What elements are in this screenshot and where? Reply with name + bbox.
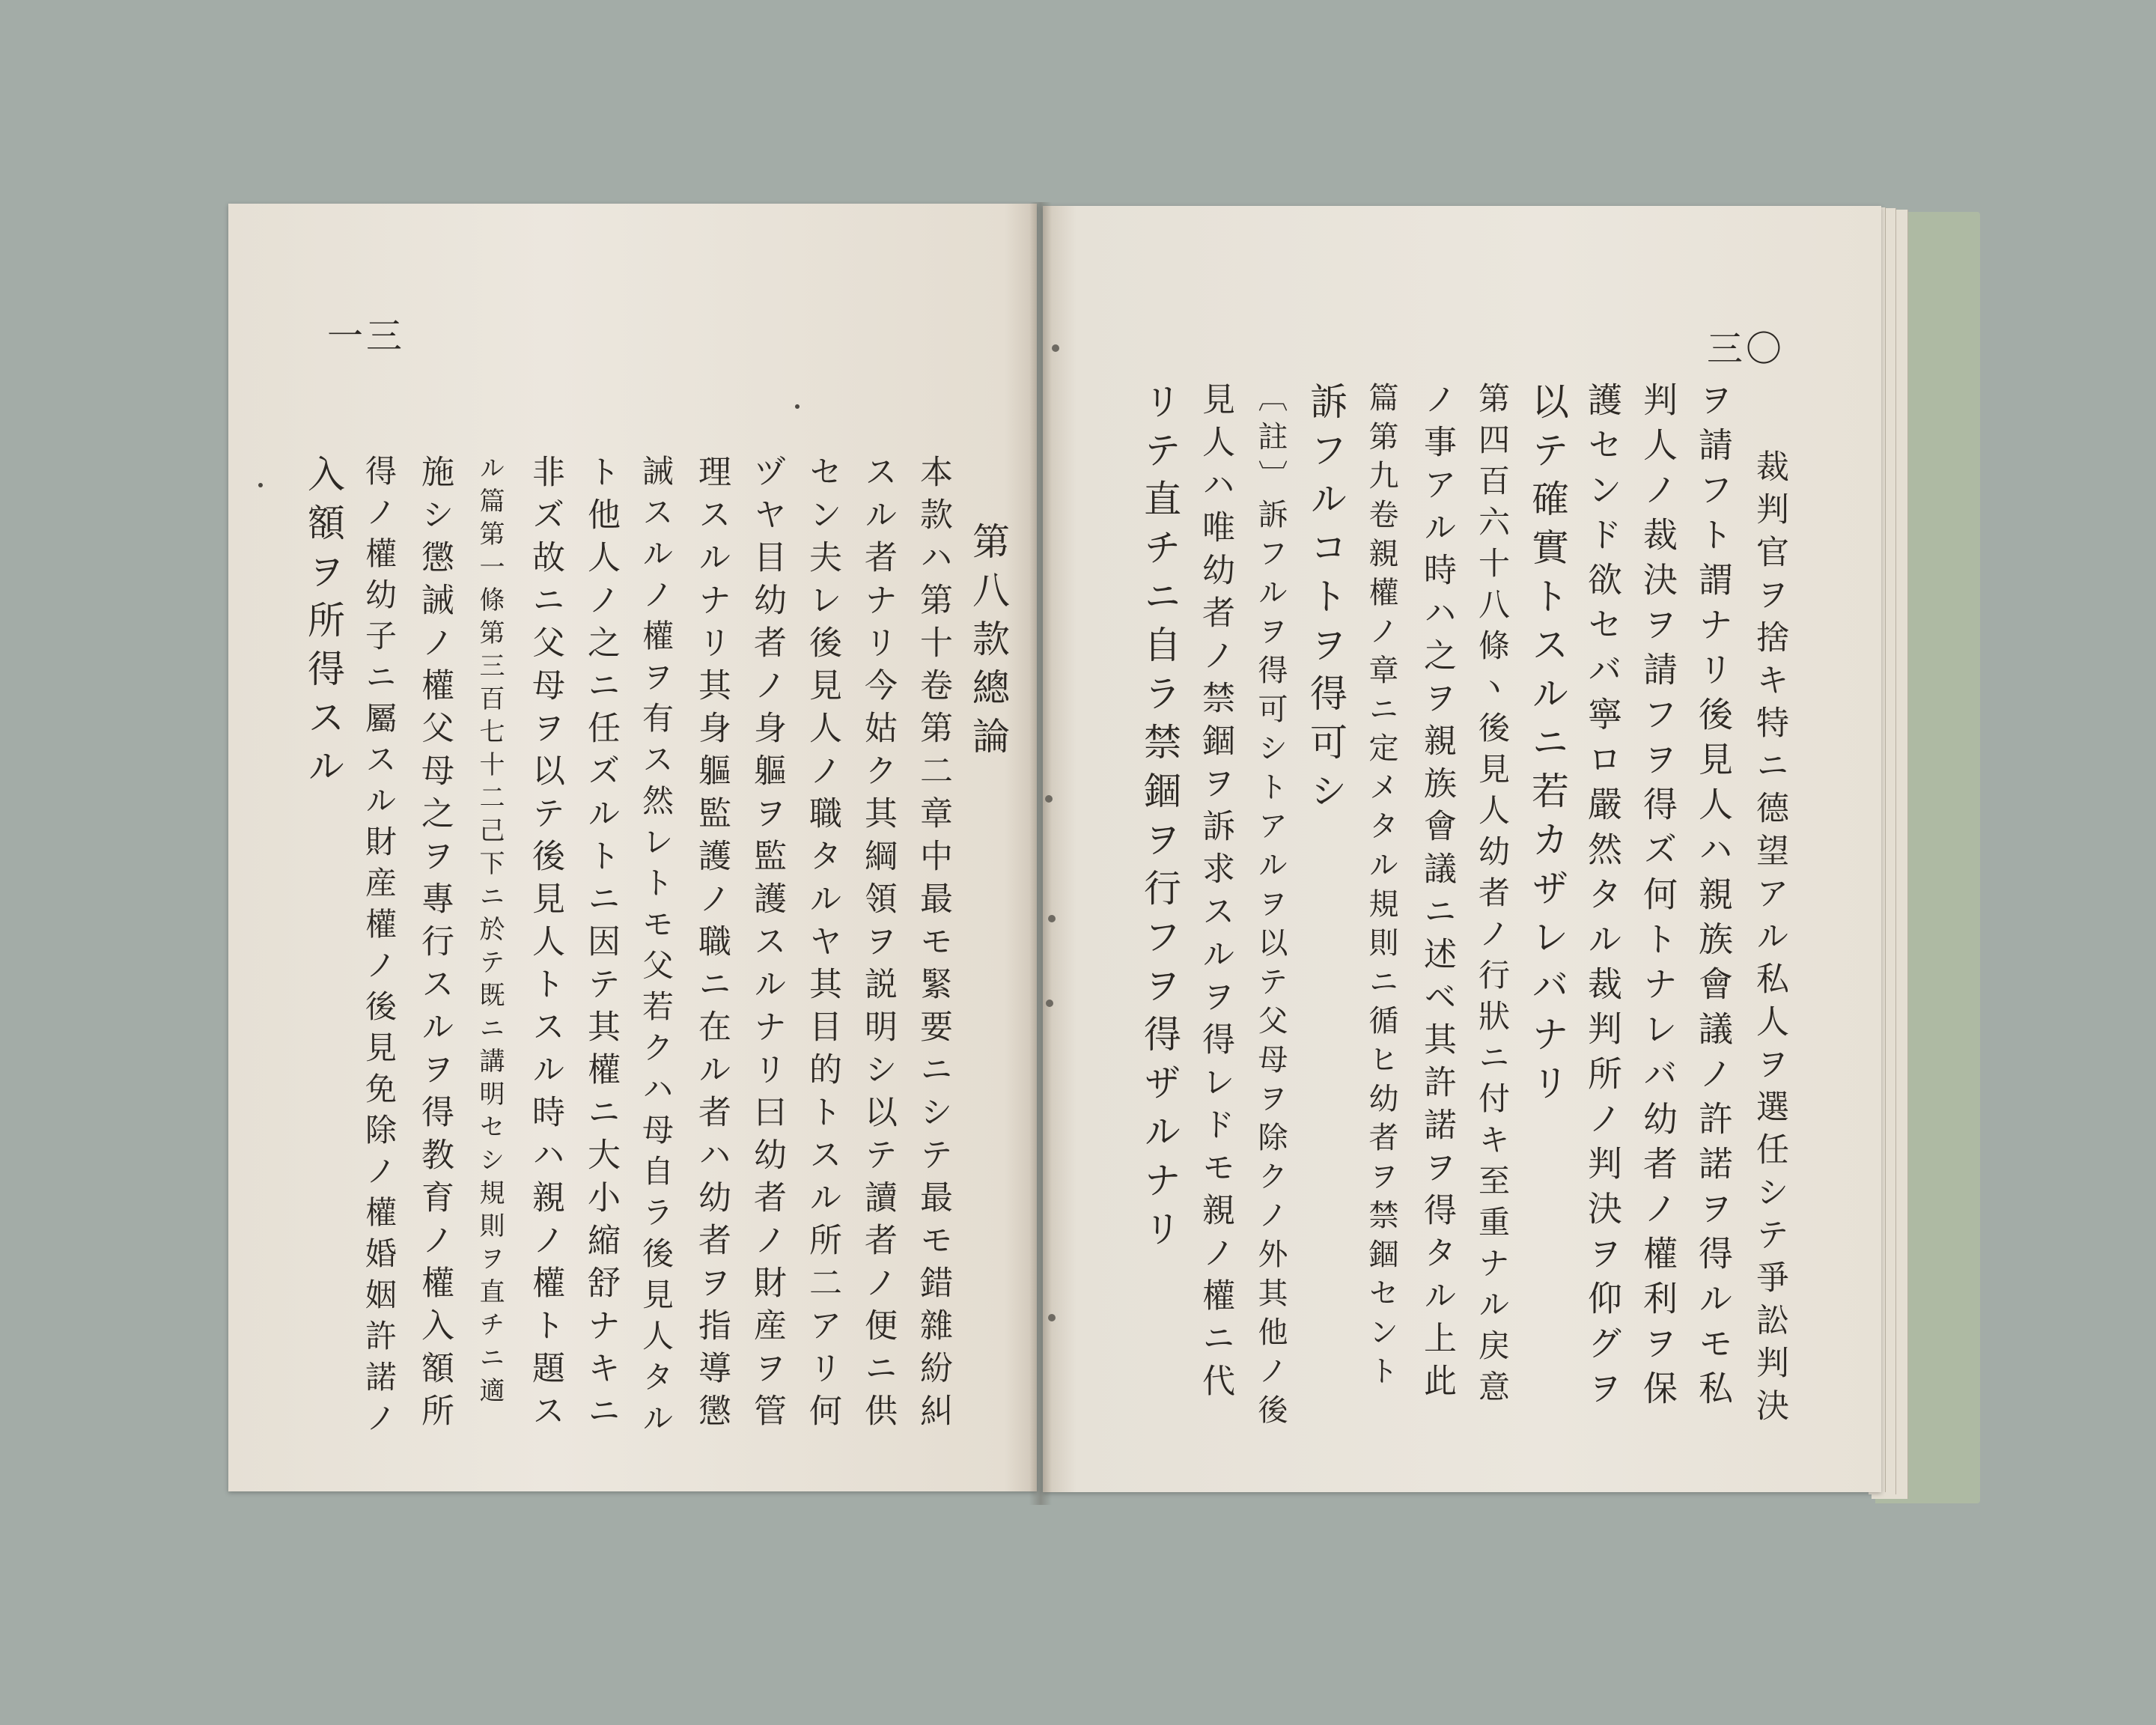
text-column: ル篇第一條第三百七十二己下ニ於テ既ニ講明セシ規則ヲ直チニ適 [475, 454, 505, 1410]
text-column: 得ノ權幼子ニ屬スル財産權ノ後見免除ノ權婚姻許諾ノ [361, 454, 398, 1443]
text-column: 理スルナリ其身軀監護ノ職ニ在ル者ハ幼者ヲ指導懲 [692, 454, 731, 1436]
ink-mark [258, 483, 263, 487]
text-column: 護センド欲セバ寧ロ嚴然タル裁判所ノ判決ヲ仰グヲ [1583, 382, 1623, 1415]
text-column: リテ直チニ自ラ禁錮ヲ行フヲ得ザルナリ [1138, 382, 1181, 1258]
binding-hole [1052, 344, 1059, 352]
text-column: ヲ請フト謂ナリ後見人ハ親族會議ノ許諾ヲ得ルモ私 [1693, 382, 1734, 1415]
book-spine [1029, 202, 1052, 1505]
text-column: セン夫レ後見人ノ職タルヤ其目的トスル所二アリ何 [803, 454, 841, 1436]
text-column: 非ズ故ニ父母ヲ以テ後見人トスル時ハ親ノ權ト題ス [526, 454, 564, 1436]
text-column: 判人ノ裁決ヲ請フヲ得ズ何トナレバ幼者ノ權利ヲ保 [1638, 382, 1678, 1415]
text-column: 〔註〕訴フルヲ得可シトアルヲ以テ父母ヲ除クノ外其他ノ後 [1253, 382, 1288, 1433]
right-page [1043, 206, 1881, 1492]
text-column: スル者ナリ今姑ク其綱領ヲ説明シ以テ讀者ノ便ニ供 [859, 454, 897, 1436]
binding-hole [1045, 795, 1053, 803]
text-column: 本款ハ第十卷第二章中最モ緊要ニシテ最モ錯雜紛糾 [914, 454, 952, 1436]
binding-hole [1048, 915, 1056, 922]
left-page [228, 204, 1037, 1491]
text-column: ヅヤ目幼者ノ身軀ヲ監護スルナリ曰幼者ノ財産ヲ管 [748, 454, 786, 1436]
text-column: 見人ハ唯幼者ノ禁錮ヲ訴求スルヲ得レドモ親ノ權ニ代 [1196, 382, 1234, 1406]
text-column: 施シ懲誡ノ權父母之ヲ專行スルヲ得教育ノ權入額所 [415, 454, 454, 1436]
text-column: 入額ヲ所得スル [302, 454, 345, 795]
page-number: 一三 [327, 315, 406, 357]
text-column: 篇第九卷親權ノ章ニ定メタル規則ニ循ヒ幼者ヲ禁錮セント [1364, 382, 1398, 1394]
text-column: 以テ確實トスルニ若カザレバナリ [1526, 382, 1569, 1112]
text-column: ノ事アル時ハ之ヲ親族會議ニ述ベ其許諾ヲ得タル上此 [1418, 382, 1456, 1406]
text-column: 第八款總論 [966, 522, 1010, 765]
text-column: 誡スルノ權ヲ有ス然レトモ父若クハ母自ラ後見人タル [638, 454, 674, 1443]
binding-hole [1046, 1000, 1053, 1007]
text-column: 第四百六十八條ヽ後見人幼者ノ行狀ニ付キ至重ナル戻意 [1474, 382, 1511, 1411]
text-column: ト他人ノ之ニ任ズルトニ因テ其權ニ大小縮舒ナキニ [582, 454, 620, 1436]
binding-hole [1048, 1314, 1056, 1321]
page-number: 三〇 [1707, 328, 1785, 370]
ink-mark [795, 404, 800, 409]
text-column: 訴フルコトヲ得可シ [1304, 382, 1348, 820]
text-column: 裁判官ヲ捨キ特ニ德望アル私人ヲ選任シテ爭訟判決 [1750, 449, 1788, 1431]
